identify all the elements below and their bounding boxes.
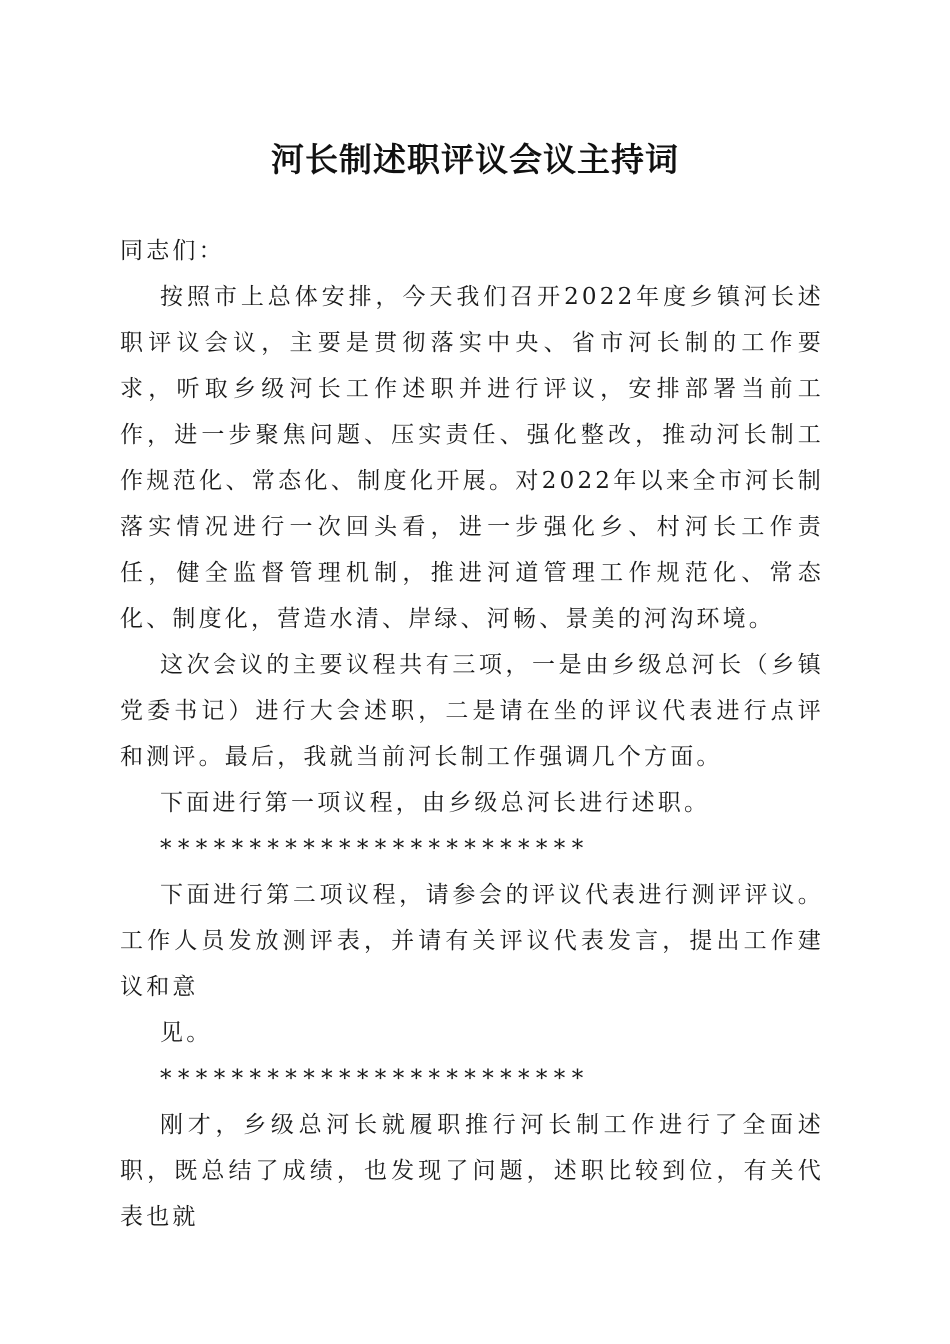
separator-1: ************************ [160,836,590,862]
document-body [120,228,824,1240]
paragraph-4: 下面进行第二项议程，请参会的评议代表进行测评评议。工作人员发放测评表，并请有关评议代表发言，提出工作建议和意 [120,882,824,1000]
paragraph-5: 刚才，乡级总河长就履职推行河长制工作进行了全面述职，既总结了成绩，也发现了问题，述职比较到位，有关代表也就 [120,1112,824,1230]
greeting: 同志们： [120,238,225,264]
paragraph-3: 下面进行第一项议程，由乡级总河长进行述职。 [160,790,711,816]
paragraph-2: 这次会议的主要议程共有三项，一是由乡级总河长（乡镇党委书记）进行大会述职，二是请在坐的评议代表进行点评和测评。最后，我就当前河长制工作强调几个方面。 [120,652,824,770]
document-title: 河长制述职评议会议主持词 [271,140,679,179]
paragraph-4-tail: 见。 [160,1020,213,1046]
paragraph-1: 按照市上总体安排，今天我们召开2022年度乡镇河长述职评议会议，主要是贯彻落实中央、省市河长制的工作要求，听取乡级河长工作述职并进行评议，安排部署当前工作，进一步聚焦问题、压实责任、强化整改，推动河长制工作规范化、常态化、制度化开展。对2022年以来全市河长制落实情况进行一次回头看，进一步强化乡、村河长工作责任，健全监督管理机制，推进河道管理工作规范化、常态化、制度化，营造水清、岸绿、河畅、景美的河沟环境。 [120,284,824,632]
separator-2: ************************ [160,1066,590,1092]
